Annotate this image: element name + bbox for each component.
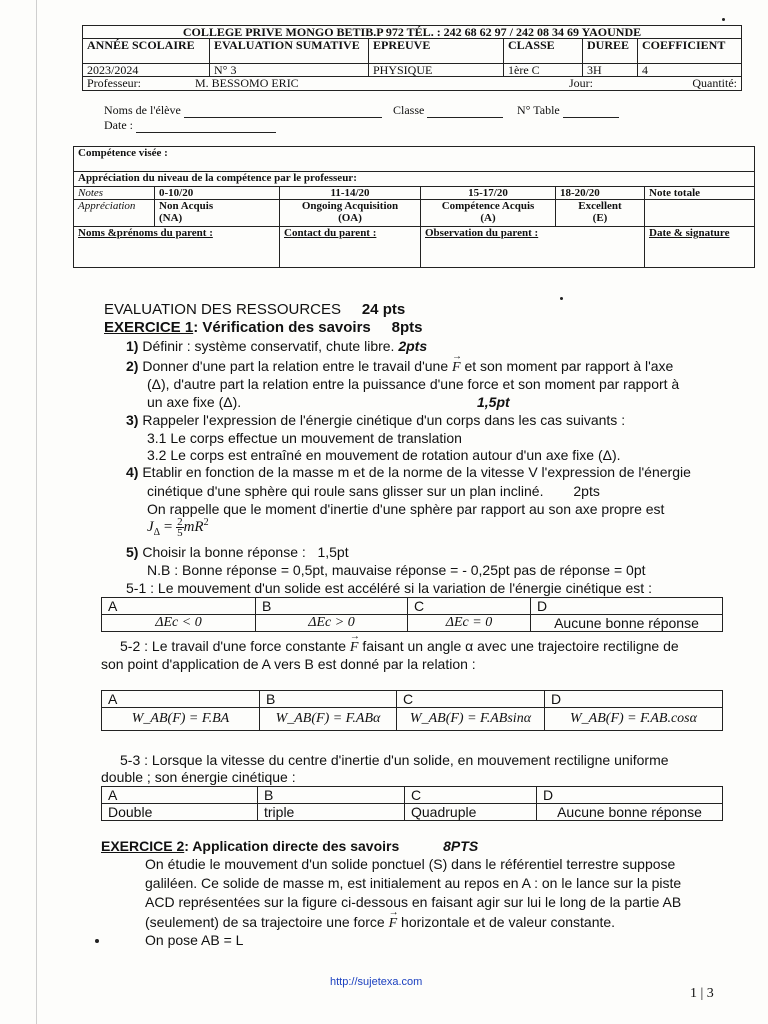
q4-line2: [147, 483, 600, 499]
q4-text1: Etablir en fonction de la masse m et de la norme de la vitesse V l'expression de l'énergie: [142, 464, 691, 480]
appreciation-label: Appréciation: [74, 200, 155, 227]
q2-text1: Donner d'une part la relation entre le travail d'une: [142, 358, 449, 374]
val-annee: 2023/2024: [83, 64, 210, 77]
q53-opt-c: C: [405, 787, 537, 804]
val-coefficient: 4: [638, 64, 742, 77]
level-a: [421, 200, 556, 227]
nb-text: N.B : Bonne réponse = 0,5pt, mauvaise réponse = - 0,25pt pas de réponse = 0pt: [147, 562, 646, 578]
q53-line1: 5-3 : Lorsque la vitesse du centre d'inertie d'un solide, en mouvement rectiligne uniforme: [120, 752, 669, 768]
quantite-label: Quantité:: [692, 76, 737, 90]
q53-opt-a: A: [102, 787, 258, 804]
q53-ans-c[interactable]: Quadruple: [405, 804, 537, 821]
parent-obs-label: Observation du parent :: [421, 227, 645, 268]
ex2-points: 8PTS: [443, 838, 479, 854]
q5: [126, 544, 349, 560]
range-3: 18-20/20: [556, 187, 645, 200]
q51-ans-d[interactable]: Aucune bonne réponse: [531, 615, 723, 632]
note-totale-cell[interactable]: [645, 200, 755, 227]
note-totale: Note totale: [645, 187, 755, 200]
level-e: [556, 200, 645, 227]
ex2-p4: [145, 907, 616, 932]
level-a-code: (A): [480, 212, 496, 224]
range-2: 15-17/20: [421, 187, 556, 200]
vector-f: [452, 351, 462, 375]
parent-name-label: Noms &prénoms du parent :: [74, 227, 280, 268]
q53-options: [101, 786, 723, 821]
q52-opt-c: C: [397, 691, 545, 708]
competence-visee: Compétence visée :: [74, 147, 755, 172]
formula-mr: mR: [183, 519, 204, 535]
q52-text1a: 5-2 : Le travail d'une force constante: [120, 638, 347, 654]
jour-label: Jour:: [569, 76, 593, 90]
bullet-dot: [95, 939, 99, 943]
q53-opt-d: D: [537, 787, 723, 804]
school-line: COLLEGE PRIVE MONGO BETIB.P 972 TÉL. : 242 68 62 97 / 242 08 34 69 YAOUNDE: [83, 26, 742, 39]
val-duree: 3H: [583, 64, 638, 77]
scan-speck: [722, 18, 725, 21]
q52-options: [101, 690, 723, 731]
level-e-code: (E): [592, 212, 608, 224]
classe-label: Classe: [393, 103, 425, 117]
ex1-title: : Vérification des savoirs: [193, 319, 371, 336]
appreciation-title: Appréciation du niveau de la compétence par le professeur:: [74, 172, 755, 187]
val-classe: 1ère C: [504, 64, 583, 77]
professeur-name: M. BESSOMO ERIC: [195, 76, 299, 90]
range-1: 11-14/20: [280, 187, 421, 200]
q52-opt-d: D: [545, 691, 723, 708]
ex2-p4a: (seulement) de sa trajectoire une force: [145, 914, 385, 930]
level-oa-code: (OA): [338, 212, 362, 224]
q4-text2: cinétique d'une sphère qui roule sans glisser sur un plan incliné.: [147, 483, 544, 499]
val-epreuve: PHYSIQUE: [369, 64, 504, 77]
q2-line1: [126, 351, 674, 376]
header-table: [82, 25, 742, 91]
date-label: Date :: [104, 118, 133, 132]
col-epreuve: EPREUVE: [369, 39, 504, 64]
ex2-p5: On pose AB = L: [145, 932, 244, 948]
level-oa-text: Ongoing Acquisition: [301, 200, 399, 212]
val-evaluation: N° 3: [210, 64, 369, 77]
level-a-text: Compétence Acquis: [441, 200, 535, 212]
q52-text1b: faisant un angle α avec une trajectoire rectiligne de: [362, 638, 679, 654]
q53-ans-b[interactable]: triple: [258, 804, 405, 821]
ex2-p3: ACD représentées sur la figure ci-dessous en faisant agir sur lui le long de la partie AB: [145, 894, 682, 910]
scan-speck: [560, 297, 563, 300]
q52-line1: [120, 631, 679, 656]
col-duree: DUREE: [583, 39, 638, 64]
formula-fraction: [176, 517, 184, 538]
table-line: [517, 103, 619, 118]
q52-ans-b[interactable]: W_AB(F) = F.ABα: [260, 708, 397, 731]
page-number: 1 | 3: [690, 986, 714, 1001]
q51-text: 5-1 : Le mouvement d'un solide est accéléré si la variation de l'énergie cinétique est :: [126, 580, 652, 596]
q52-ans-a[interactable]: W_AB(F) = F.BA: [102, 708, 260, 731]
q1-pts: 2pts: [398, 338, 428, 354]
ex2-title: : Application directe des savoirs: [184, 838, 400, 854]
ex1-label: EXERCICE 1: [104, 319, 194, 336]
ex2-label: EXERCICE 2: [101, 838, 185, 854]
q3: [126, 412, 625, 428]
q53-opt-b: B: [258, 787, 405, 804]
scan-edge: [36, 0, 37, 1024]
parent-contact-label: Contact du parent :: [280, 227, 421, 268]
q3-text: Rappeler l'expression de l'énergie cinétique d'un corps dans les cas suivants :: [142, 412, 626, 428]
range-0: 0-10/20: [155, 187, 280, 200]
q52-opt-a: A: [102, 691, 260, 708]
q2-line3: [147, 394, 510, 410]
classe-field[interactable]: [427, 106, 503, 118]
q51-ans-b[interactable]: ΔEc > 0: [256, 615, 408, 632]
level-na-code: (NA): [159, 212, 183, 224]
ex2-p2: galiléen. Ce solide de masse m, est initialement au repos en A : on le lance sur la piste: [145, 875, 682, 891]
q5-text: Choisir la bonne réponse :: [142, 544, 306, 560]
level-oa: [280, 200, 421, 227]
q52-vector-f: [349, 631, 360, 655]
student-name-line: [104, 103, 382, 118]
notes-label: Notes: [74, 187, 155, 200]
professeur-row: [83, 77, 742, 91]
q1-text: Définir : système conservatif, chute libre.: [142, 338, 395, 354]
formula-sub: Δ: [153, 527, 161, 538]
professeur-label: Professeur:: [87, 76, 141, 90]
q51-opt-a: A: [102, 598, 256, 615]
q53-ans-a[interactable]: Double: [102, 804, 258, 821]
q52-vecF: F: [349, 640, 359, 655]
vector-arrow-icon: →: [452, 351, 462, 362]
q53-line2: double ; son énergie cinétique :: [101, 769, 296, 785]
level-e-text: Excellent: [578, 200, 622, 212]
q52-opt-b: B: [260, 691, 397, 708]
ex1-heading: [104, 319, 422, 336]
fraction-num: 2: [177, 516, 183, 529]
fraction-den: 5: [177, 527, 183, 540]
ex2-vecF: F: [388, 916, 398, 931]
q52-line2: son point d'application de A vers B est donné par la relation :: [101, 656, 476, 672]
q52-ans-c[interactable]: W_AB(F) = F.ABsinα: [397, 708, 545, 731]
q5-pts: 1,5pt: [317, 544, 349, 560]
level-na: [155, 200, 280, 227]
footer-link[interactable]: http://sujetexa.com: [330, 976, 423, 988]
eval-points: 24 pts: [361, 301, 406, 318]
q3-num: 3): [126, 412, 139, 428]
table-field[interactable]: [563, 106, 619, 118]
ex2-vector-arrow-icon: →: [388, 907, 399, 918]
col-evaluation: EVALUATION SUMATIVE: [210, 39, 369, 64]
q1-num: 1): [126, 338, 139, 354]
competence-table: [73, 146, 755, 268]
date-field[interactable]: [136, 121, 276, 133]
col-classe: CLASSE: [504, 39, 583, 64]
date-line: [104, 118, 276, 133]
q1: [126, 338, 427, 354]
eval-title: EVALUATION DES RESSOURCES: [104, 301, 341, 318]
q51-options: [101, 597, 723, 632]
ex2-p4b: horizontale et de valeur constante.: [401, 914, 616, 930]
formula-j: J: [147, 519, 154, 535]
table-label: N° Table: [517, 103, 560, 117]
formula-exp: 2: [203, 517, 209, 528]
q51-opt-c: C: [408, 598, 531, 615]
q3-2: 3.2 Le corps est entraîné en mouvement de rotation autour d'un axe fixe (Δ).: [147, 447, 621, 463]
q2-line2: (Δ), d'autre part la relation entre la puissance d'une force et son moment par rapport à: [147, 376, 680, 392]
inertia-formula: $J_\Delta$ = $\frac{2}{5}$ $mR^2$: [147, 516, 209, 540]
q3-1: 3.1 Le corps effectue un mouvement de translation: [147, 430, 462, 446]
q2-vecF: F: [452, 360, 461, 375]
ex2-heading: [101, 838, 478, 854]
ex2-p1: On étudie le mouvement d'un solide ponctuel (S) dans le référentiel terrestre suppose: [145, 856, 676, 872]
q2-text1b: et son moment par rapport à l'axe: [464, 358, 674, 374]
col-annee: ANNÉE SCOLAIRE: [83, 39, 210, 64]
q4-line1: [126, 464, 691, 480]
q52-ans-d[interactable]: W_AB(F) = F.AB.cosα: [545, 708, 723, 731]
q51-ans-a[interactable]: ΔEc < 0: [102, 615, 256, 632]
q4-pts: 2pts: [573, 483, 600, 499]
q53-ans-d[interactable]: Aucune bonne réponse: [537, 804, 723, 821]
q51-opt-b: B: [256, 598, 408, 615]
q51-ans-c[interactable]: ΔEc = 0: [408, 615, 531, 632]
q5-num: 5): [126, 544, 139, 560]
eval-heading: [104, 301, 405, 318]
col-coefficient: COEFFICIENT: [638, 39, 742, 64]
q52-vector-arrow-icon: →: [349, 631, 360, 642]
ex1-points: 8pts: [391, 319, 423, 336]
noms-field[interactable]: [184, 106, 382, 118]
q2-pts: 1,5pt: [477, 394, 510, 410]
q4-num: 4): [126, 464, 139, 480]
q2-num: 2): [126, 358, 139, 374]
noms-label: Noms de l'élève: [104, 103, 181, 117]
q2-text3: un axe fixe (Δ).: [147, 394, 242, 410]
level-na-text: Non Acquis: [159, 200, 214, 212]
q4-line3: On rappelle que le moment d'inertie d'une sphère par rapport au son axe propre est: [147, 501, 665, 517]
date-signature-label: Date & signature: [645, 227, 755, 268]
ex2-vector-f: [388, 907, 399, 931]
classe-line: [393, 103, 503, 118]
q51-opt-d: D: [531, 598, 723, 615]
